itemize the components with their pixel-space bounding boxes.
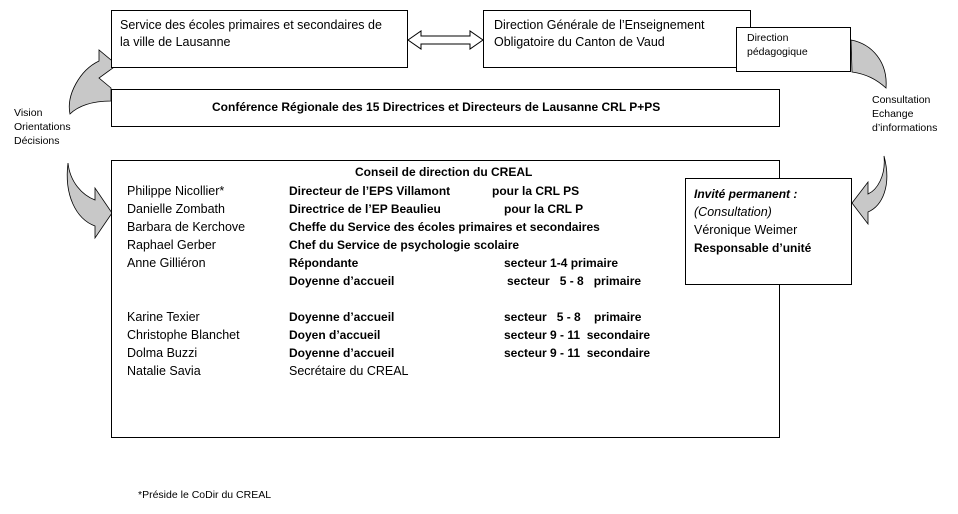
service-ecoles-line1: Service des écoles primaires et secondaires de [120, 18, 382, 32]
conference-title: Conférence Régionale des 15 Directrices et Directeurs de Lausanne CRL P+PS [212, 100, 661, 114]
member-scope: secteur 9 - 11 secondaire [504, 328, 651, 342]
direction-pedagogique-line1: Direction [747, 32, 789, 44]
member-name: Philippe Nicollier* [127, 184, 225, 198]
council-box [111, 160, 780, 438]
member-role: Secrétaire du CREAL [289, 364, 409, 378]
member-role: Répondante [289, 256, 359, 270]
left-label-orientations: Orientations [14, 121, 71, 133]
member-name: Dolma Buzzi [127, 346, 198, 360]
member-name: Raphael Gerber [127, 238, 216, 252]
service-ecoles-line2: la ville de Lausanne [120, 35, 231, 49]
member-scope: secteur 1-4 primaire [504, 256, 619, 270]
left-label-decisions: Décisions [14, 135, 60, 147]
member-scope: secteur 5 - 8 primaire [507, 274, 642, 288]
member-role: Directrice de l’EP Beaulieu [289, 202, 441, 216]
member-role: Chef du Service de psychologie scolaire [289, 238, 520, 252]
left-upper-curved-arrow [69, 50, 117, 114]
member-role: Doyen d’accueil [289, 328, 381, 342]
dgeo-box [483, 10, 751, 68]
guest-title: Invité permanent : [694, 187, 798, 201]
right-upper-curved-arrow [851, 40, 886, 88]
member-scope: pour la CRL PS [492, 184, 580, 198]
member-name: Barbara de Kerchove [127, 220, 246, 234]
member-name: Anne Gilliéron [127, 256, 206, 270]
member-scope: pour la CRL P [504, 202, 584, 216]
service-ecoles-box [111, 10, 408, 68]
right-label-informations: d’informations [872, 122, 938, 134]
right-label-consultation: Consultation [872, 94, 931, 106]
member-role: Directeur de l’EPS Villamont [289, 184, 451, 198]
left-lower-curved-arrow [67, 163, 112, 238]
member-role: Doyenne d’accueil [289, 274, 395, 288]
member-name: Danielle Zombath [127, 202, 225, 216]
guest-box [685, 178, 852, 285]
direction-pedagogique-box [736, 27, 851, 72]
dgeo-line2: Obligatoire du Canton de Vaud [494, 35, 665, 49]
guest-role: Responsable d’unité [694, 241, 812, 255]
dgeo-line1: Direction Générale de l’Enseignement [494, 18, 705, 32]
council-title: Conseil de direction du CREAL [355, 165, 533, 179]
member-role: Doyenne d’accueil [289, 310, 395, 324]
footnote: *Préside le CoDir du CREAL [138, 489, 272, 501]
double-arrow [408, 31, 483, 49]
right-lower-curved-arrow [852, 156, 887, 224]
member-name: Natalie Savia [127, 364, 201, 378]
left-label-vision: Vision [14, 107, 43, 119]
member-name: Karine Texier [127, 310, 200, 324]
direction-pedagogique-line2: pédagogique [747, 46, 808, 58]
conference-box [111, 89, 780, 127]
member-scope: secteur 5 - 8 primaire [504, 310, 642, 324]
member-role: Doyenne d’accueil [289, 346, 395, 360]
guest-subtitle: (Consultation) [694, 205, 772, 219]
member-name: Christophe Blanchet [127, 328, 240, 342]
member-scope: secteur 9 - 11 secondaire [504, 346, 651, 360]
guest-name: Véronique Weimer [694, 223, 798, 237]
member-role: Cheffe du Service des écoles primaires et secondaires [289, 220, 600, 234]
right-label-echange: Echange [872, 108, 914, 120]
